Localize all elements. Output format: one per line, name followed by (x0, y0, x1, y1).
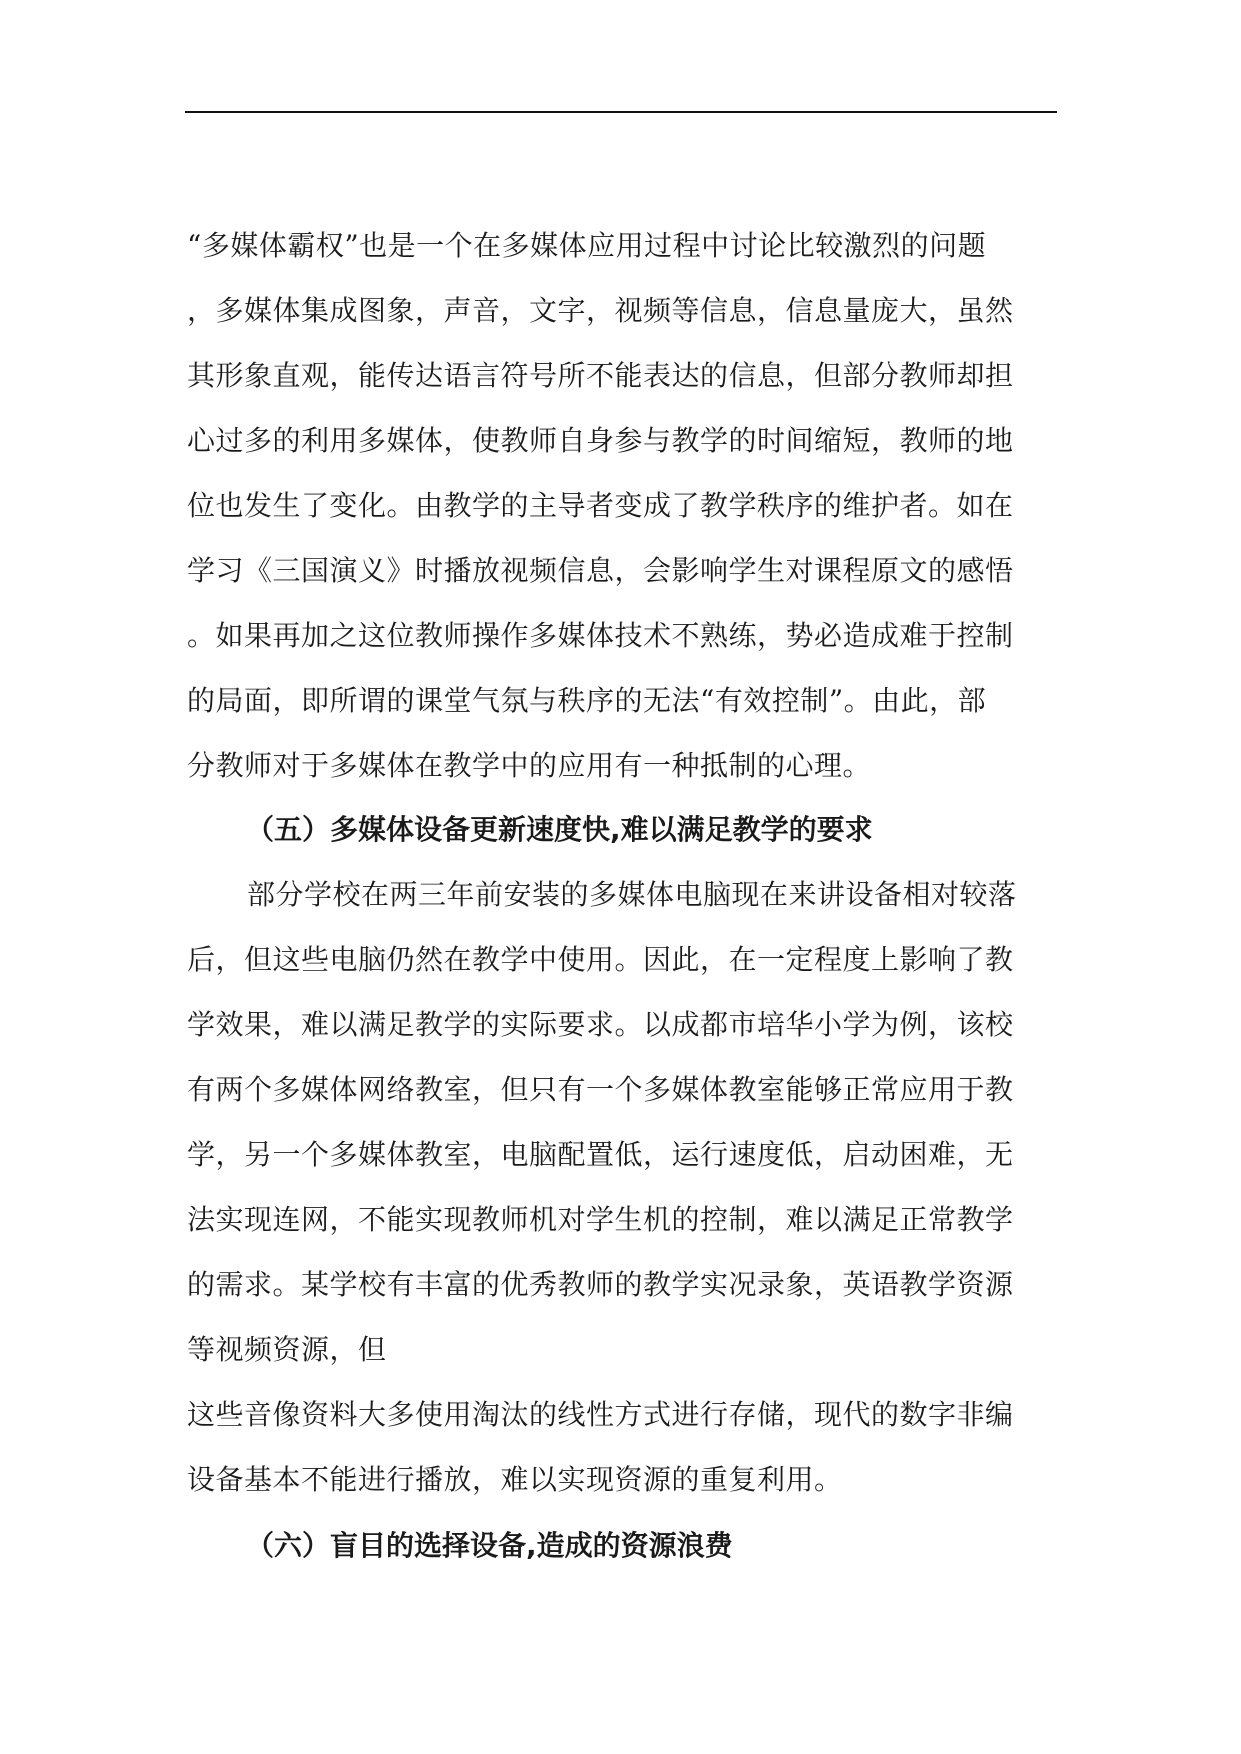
paragraph-line: 学，另一个多媒体教室，电脑配置低，运行速度低，启动困难，无 (187, 1138, 1014, 1171)
paragraph-line: 的局面，即所谓的课堂气氛与秩序的无法“有效控制”。由此，部 (187, 684, 987, 717)
section-heading-6: （六）盲目的选择设备,造成的资源浪费 (246, 1529, 733, 1562)
paragraph-line: 。如果再加之这位教师操作多媒体技术不熟练，势必造成难于控制 (187, 619, 1014, 652)
paragraph-line: 有两个多媒体网络教室，但只有一个多媒体教室能够正常应用于教 (187, 1073, 1014, 1106)
section-heading-5: （五）多媒体设备更新速度快,难以满足教学的要求 (246, 813, 873, 846)
paragraph-line: 设备基本不能进行播放，难以实现资源的重复利用。 (187, 1463, 843, 1496)
paragraph-line: 这些音像资料大多使用淘汰的线性方式进行存储，现代的数字非编 (187, 1398, 1014, 1431)
paragraph-line: “多媒体霸权”也是一个在多媒体应用过程中讨论比较激烈的问题 (187, 229, 987, 262)
paragraph-line: 位也发生了变化。由教学的主导者变成了教学秩序的维护者。如在 (187, 489, 1014, 522)
paragraph-line: 学效果，难以满足教学的实际要求。以成都市培华小学为例，该校 (187, 1008, 1014, 1041)
paragraph-line: 分教师对于多媒体在教学中的应用有一种抵制的心理。 (187, 749, 872, 782)
paragraph-line: 的需求。某学校有丰富的优秀教师的教学实况录象，英语教学资源 (187, 1268, 1014, 1301)
paragraph-line: 后，但这些电脑仍然在教学中使用。因此，在一定程度上影响了教 (187, 943, 1014, 976)
paragraph-line: ，多媒体集成图象，声音，文字，视频等信息，信息量庞大，虽然 (187, 294, 1014, 327)
paragraph-line: 心过多的利用多媒体，使教师自身参与教学的时间缩短，教师的地 (187, 424, 1014, 457)
paragraph-line: 等视频资源，但 (187, 1333, 387, 1366)
paragraph-line: 学习《三国演义》时播放视频信息，会影响学生对课程原文的感悟 (187, 554, 1014, 587)
paragraph-line: 部分学校在两三年前安装的多媒体电脑现在来讲设备相对较落 (247, 878, 1017, 911)
paragraph-line: 法实现连网，不能实现教师机对学生机的控制，难以满足正常教学 (187, 1203, 1014, 1236)
header-rule (185, 111, 1057, 113)
paragraph-line: 其形象直观，能传达语言符号所不能表达的信息，但部分教师却担 (187, 359, 1014, 392)
